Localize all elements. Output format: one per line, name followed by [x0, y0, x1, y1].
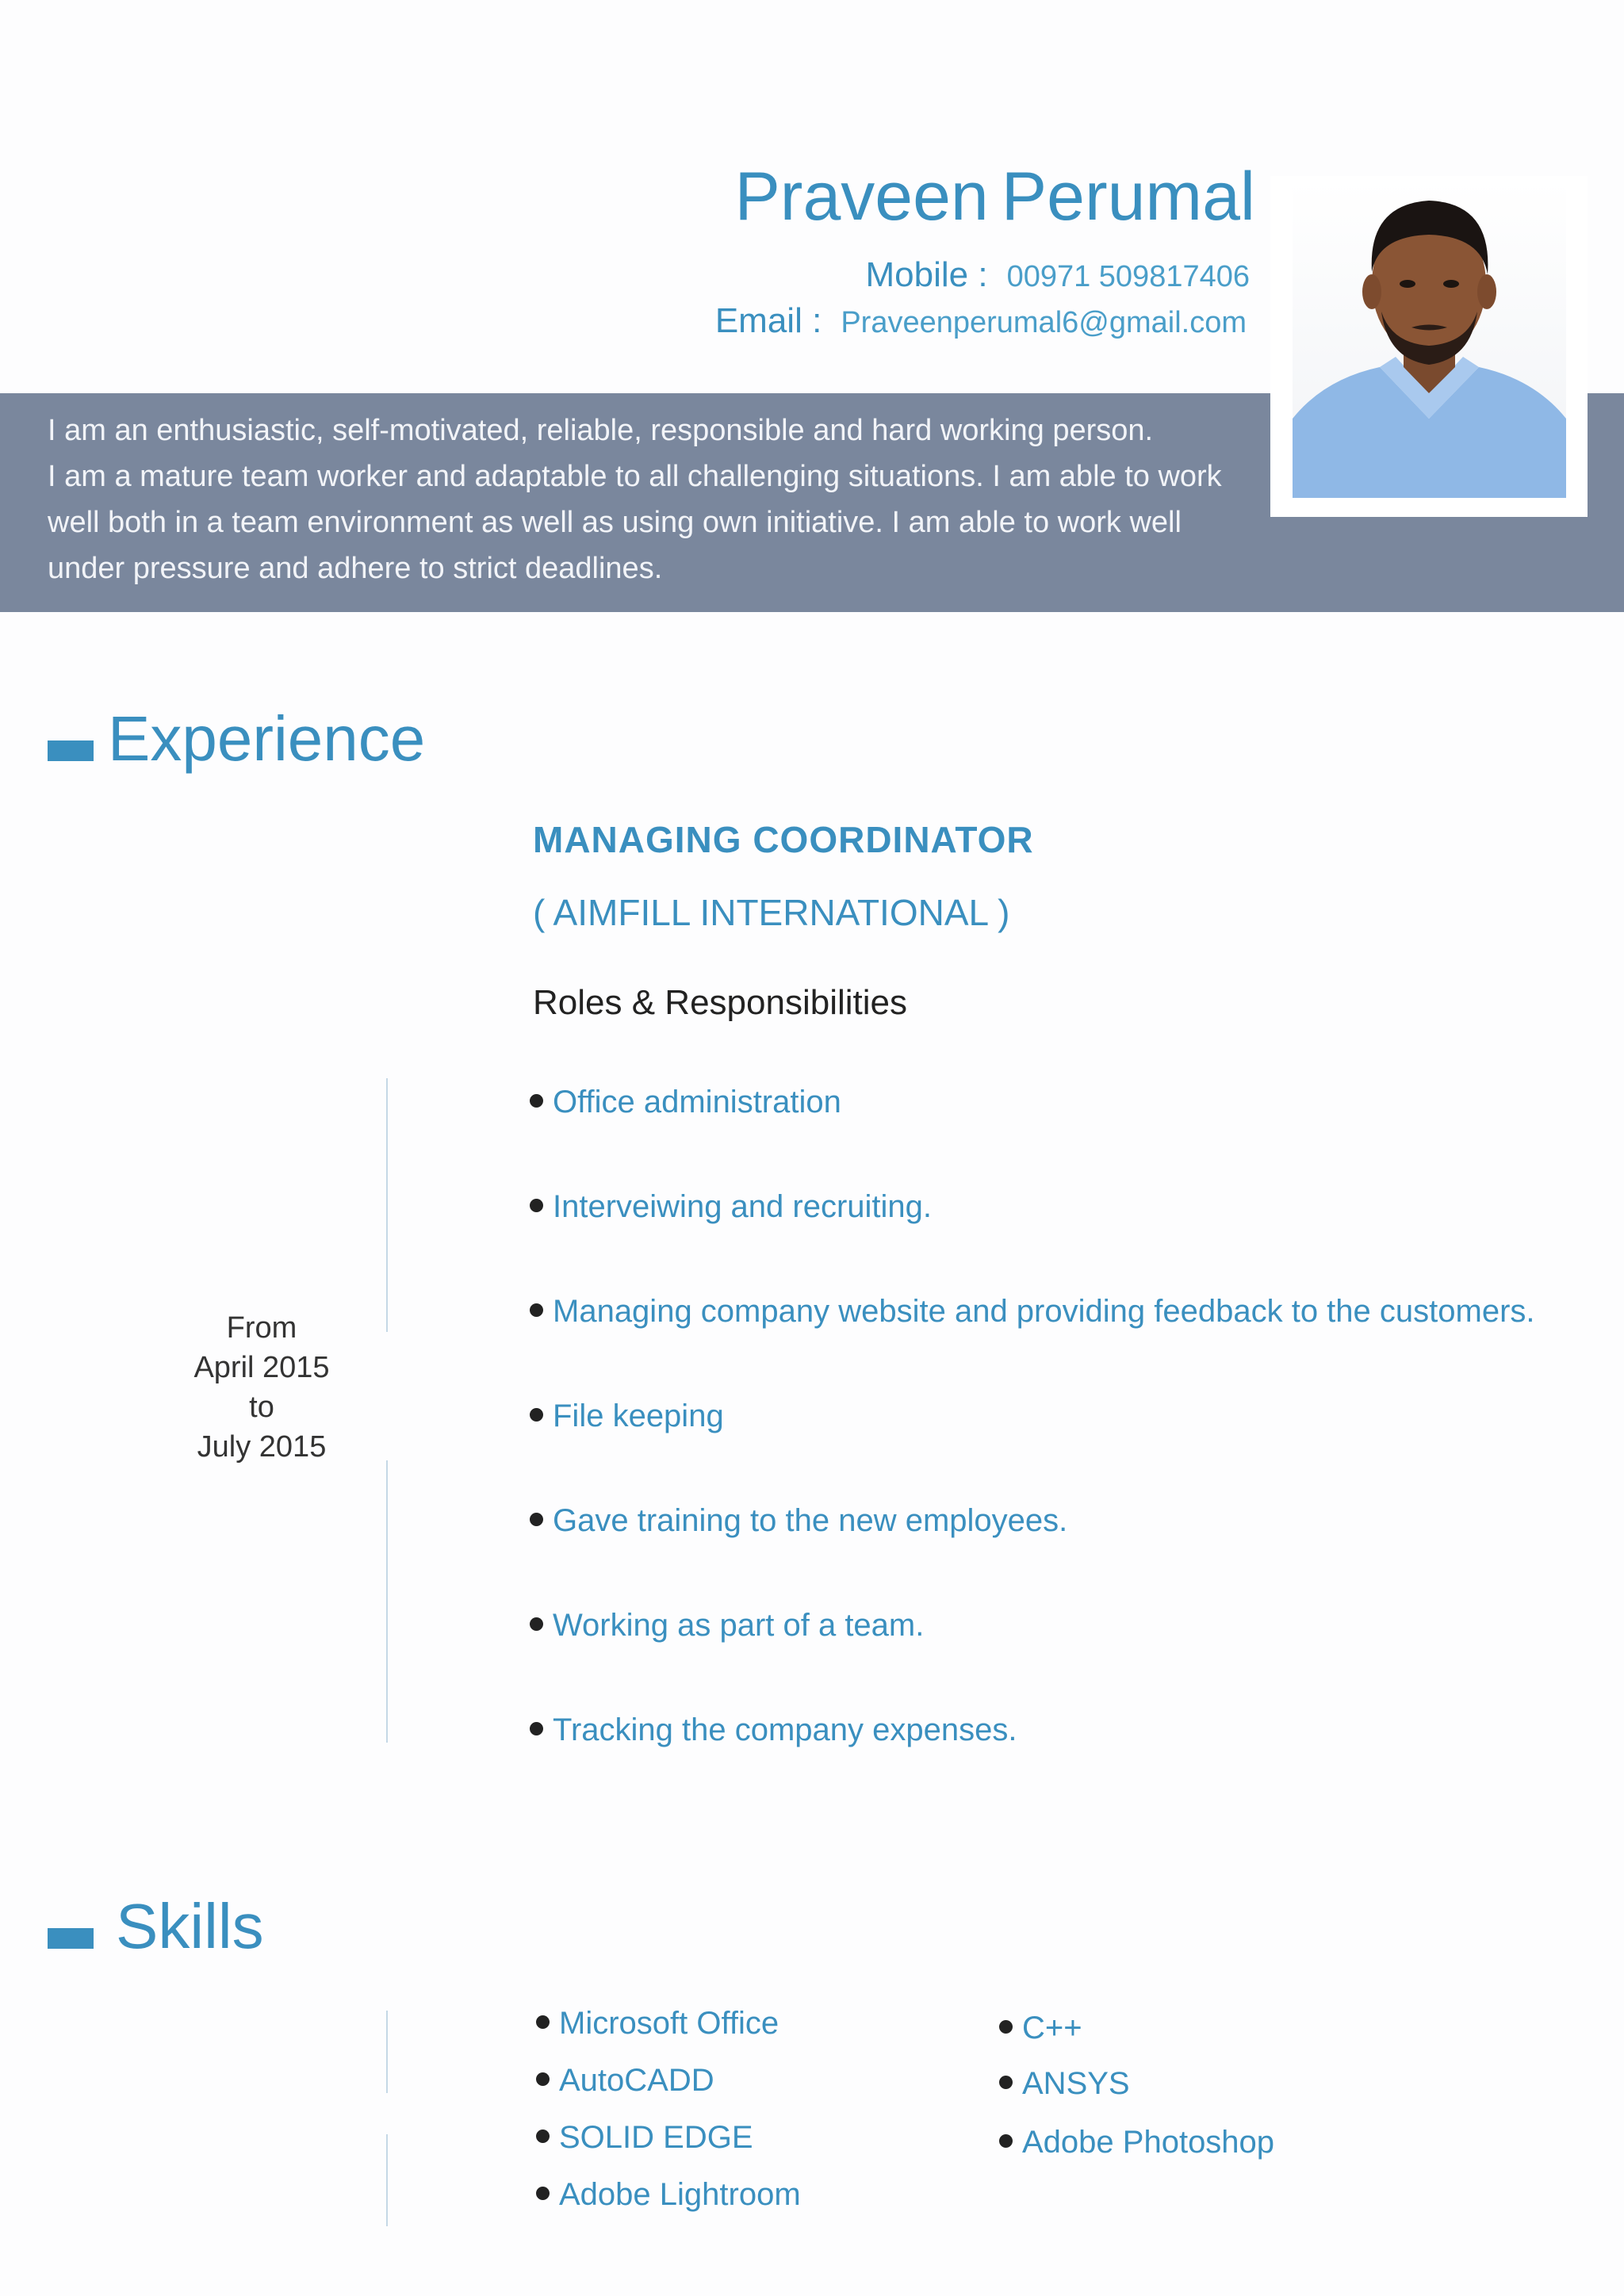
- bullet-icon: [530, 1199, 543, 1212]
- bullet-icon: [999, 2134, 1013, 2148]
- bullet-icon: [536, 2130, 550, 2143]
- responsibility-item: Tracking the company expenses.: [530, 1712, 1017, 1748]
- responsibility-item: Gave training to the new employees.: [530, 1503, 1067, 1539]
- skill-item: Adobe Photoshop: [999, 2125, 1274, 2160]
- responsibility-item: File keeping: [530, 1399, 724, 1434]
- employment-period: [159, 1308, 365, 1467]
- first-name: Praveen: [734, 159, 989, 235]
- timeline-line-top: [386, 1078, 388, 1332]
- skill-item: AutoCADD: [536, 2063, 714, 2099]
- period-from: From: [226, 1311, 297, 1345]
- experience-section-marker: [48, 740, 94, 761]
- skills-line-bottom: [386, 2134, 388, 2226]
- profile-photo: [1293, 181, 1566, 498]
- bullet-icon: [999, 2076, 1013, 2089]
- roles-heading: Roles & Responsibilities: [533, 983, 907, 1022]
- skills-line-top: [386, 2011, 388, 2093]
- candidate-name: [734, 159, 1255, 235]
- job-title: MANAGING COORDINATOR: [533, 819, 1034, 860]
- period-start: April 2015: [193, 1351, 330, 1384]
- summary-line: well both in a team environment as well as using own initiative. I am able to work well: [48, 506, 1182, 539]
- mobile-value: 00971 509817406: [1006, 260, 1250, 293]
- timeline-line-bottom: [386, 1460, 388, 1743]
- responsibility-item: Managing company website and providing feedback to the customers.: [530, 1294, 1535, 1330]
- summary-line: under pressure and adhere to strict deadlines.: [48, 552, 663, 585]
- bullet-icon: [530, 1617, 543, 1631]
- responsibility-item: Working as part of a team.: [530, 1608, 924, 1644]
- bullet-icon: [530, 1408, 543, 1422]
- last-name: Perumal: [1001, 159, 1255, 235]
- summary-line: I am a mature team worker and adaptable to all challenging situations. I am able to work: [48, 460, 1222, 493]
- skill-item: Microsoft Office: [536, 2006, 779, 2042]
- skills-section-marker: [48, 1928, 94, 1949]
- bullet-icon: [999, 2020, 1013, 2034]
- email-label: Email :: [714, 301, 822, 340]
- email-value[interactable]: Praveenperumal6@gmail.com: [841, 306, 1247, 339]
- email-row: [715, 301, 1247, 341]
- responsibility-item: Office administration: [530, 1085, 841, 1120]
- summary-line: I am an enthusiastic, self-motivated, reliable, responsible and hard working person.: [48, 414, 1154, 447]
- person-portrait-icon: [1293, 181, 1566, 498]
- bullet-icon: [530, 1094, 543, 1108]
- period-end: July 2015: [197, 1430, 327, 1464]
- bullet-icon: [530, 1513, 543, 1526]
- skill-item: C++: [999, 2011, 1082, 2046]
- mobile-label: Mobile :: [865, 255, 988, 294]
- bullet-icon: [536, 2187, 550, 2200]
- bullet-icon: [536, 2015, 550, 2029]
- summary-text: [48, 408, 1253, 591]
- skills-heading: Skills: [116, 1891, 264, 1961]
- mobile-row: [865, 255, 1250, 295]
- bullet-icon: [530, 1303, 543, 1317]
- skill-item: Adobe Lightroom: [536, 2177, 801, 2213]
- company-name: ( AIMFILL INTERNATIONAL ): [533, 892, 1010, 933]
- skill-item: ANSYS: [999, 2066, 1130, 2102]
- skill-item: SOLID EDGE: [536, 2120, 753, 2156]
- experience-heading: Experience: [108, 703, 426, 774]
- period-to: to: [249, 1391, 274, 1424]
- bullet-icon: [536, 2072, 550, 2086]
- responsibility-item: Interveiwing and recruiting.: [530, 1189, 932, 1225]
- bullet-icon: [530, 1722, 543, 1735]
